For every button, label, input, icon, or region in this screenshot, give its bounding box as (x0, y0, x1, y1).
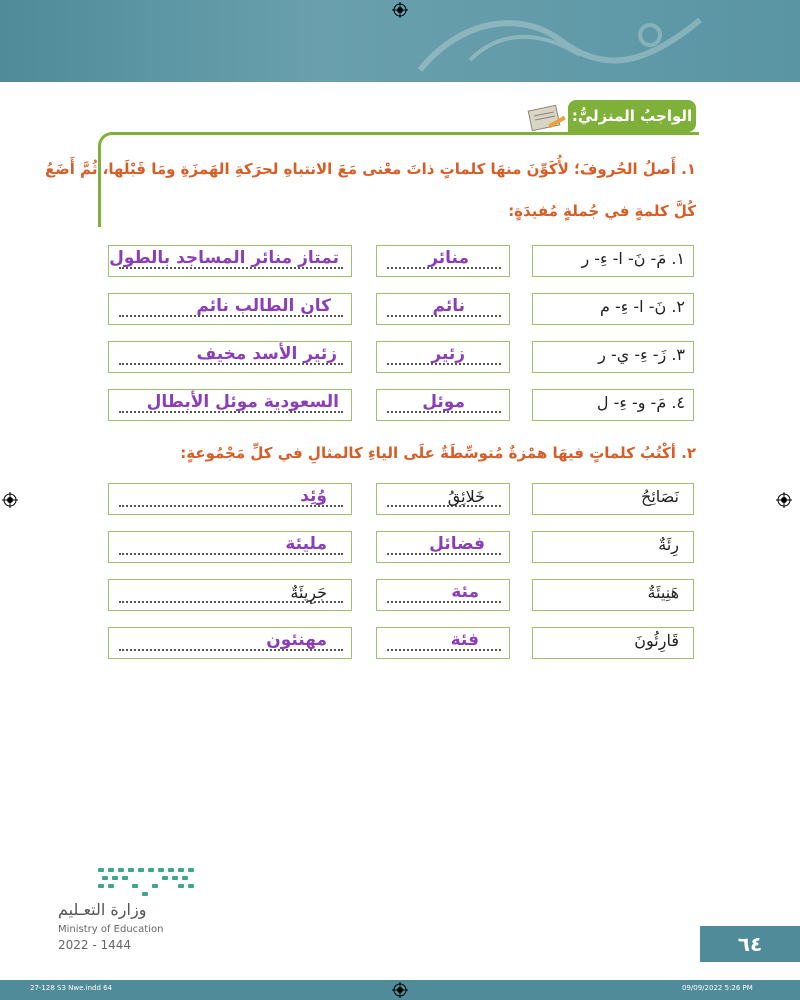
sentence-answer: تمتاز منائر المساجد بالطول (109, 248, 339, 268)
printed-word: جَرِيئَةٌ (290, 583, 327, 602)
q2-instruction: ٢. أكْتُبُ كلماتٍ فيهَا همْزةٌ مُتوسِّطَةٌ علَى الياءِ كالمثالِ في كلِّ مَجْمُوعةٍ: (180, 444, 696, 462)
ministry-logo-icon (96, 864, 200, 900)
word-answer: فضائل (429, 534, 485, 554)
example-box (532, 483, 694, 515)
letters-box (532, 245, 694, 277)
word-answer: مليئة (285, 534, 327, 554)
word-answer: مئة (451, 582, 479, 602)
ministry-year: 2022 - 1444 (58, 938, 132, 952)
sentence-answer-box[interactable] (108, 245, 352, 277)
sentence-answer: السعودية موئل الأبطال (146, 392, 339, 412)
letters-text: ٢. نَ- ا- ءِ- م (600, 297, 685, 316)
sentence-answer: كان الطالب نائم (196, 296, 331, 316)
q1-instruction-line2: كُلَّ كلمةٍ في جُملةٍ مُفيدَةٍ: (508, 202, 696, 220)
word-answer-box[interactable] (376, 627, 510, 659)
ministry-name-english: Ministry of Education (58, 924, 164, 935)
word-answer: وُئِد (300, 486, 327, 506)
word-answer: فئة (450, 630, 479, 650)
word-answer-box[interactable] (376, 245, 510, 277)
sentence-answer-box[interactable] (108, 341, 352, 373)
word-answer-box[interactable] (376, 483, 510, 515)
answer-dotted-line (387, 649, 501, 651)
letters-box (532, 293, 694, 325)
section-title: الواجبُ المنزليُّ: (568, 100, 696, 132)
letters-box (532, 389, 694, 421)
word-answer-box[interactable] (108, 531, 352, 563)
registration-mark-icon (2, 492, 18, 508)
word-answer-box[interactable] (108, 627, 352, 659)
example-word: قَارِئُونَ (634, 631, 679, 650)
word-answer-box[interactable] (376, 341, 510, 373)
example-box (532, 579, 694, 611)
word-answer-box[interactable] (376, 389, 510, 421)
word-answer-box[interactable] (376, 293, 510, 325)
word-answer: منائر (428, 248, 469, 268)
word-answer-box[interactable] (108, 579, 352, 611)
printed-word: خَلائِقُ (447, 487, 485, 506)
word-answer-box[interactable] (108, 483, 352, 515)
example-box (532, 531, 694, 563)
example-box (532, 627, 694, 659)
registration-mark-icon (392, 982, 408, 998)
word-answer-box[interactable] (376, 579, 510, 611)
sentence-answer-box[interactable] (108, 389, 352, 421)
footer-file-name: 27-128 S3 Nwe.indd 64 (30, 984, 113, 992)
sentence-answer: زئير الأسد مخيف (196, 344, 337, 364)
q1-instruction-line1: ١. أَصلُ الحُروفَ؛ لأُكَوِّنَ منهَا كلماتٍ ذاتَ معْنى مَعَ الانتباهِ لحرَكةِ الهَمزَةِ ومَا قَبْلَها، ثُمَّ أَضَعُ (44, 160, 696, 178)
example-word: نَصَائِحُ (641, 487, 679, 506)
footer-timestamp: 09/09/2022 5:26 PM (682, 984, 753, 992)
example-word: رِئَةٌ (658, 535, 679, 554)
sentence-answer-box[interactable] (108, 293, 352, 325)
word-answer: نائم (432, 296, 465, 316)
example-word: هَنِيئَةٌ (647, 583, 679, 602)
word-answer-box[interactable] (376, 531, 510, 563)
letters-text: ٤. مَ- و- ءِ- ل (596, 393, 685, 412)
word-answer: زئير (431, 344, 465, 364)
registration-mark-icon (776, 492, 792, 508)
ministry-name-arabic: وزارة التعـليم (58, 900, 147, 919)
letters-text: ٣. زَ- ءِ- ي- ر (598, 345, 685, 364)
word-answer: مهنئون (266, 630, 327, 650)
answer-dotted-line (387, 601, 501, 603)
page-number: ٦٤ (700, 926, 800, 962)
word-answer: موئل (422, 392, 465, 412)
letters-box (532, 341, 694, 373)
letters-text: ١. مَ- نَ- ا- ءِ- ر (581, 249, 685, 268)
registration-mark-icon (392, 2, 408, 18)
notebook-pencil-icon (524, 98, 568, 134)
